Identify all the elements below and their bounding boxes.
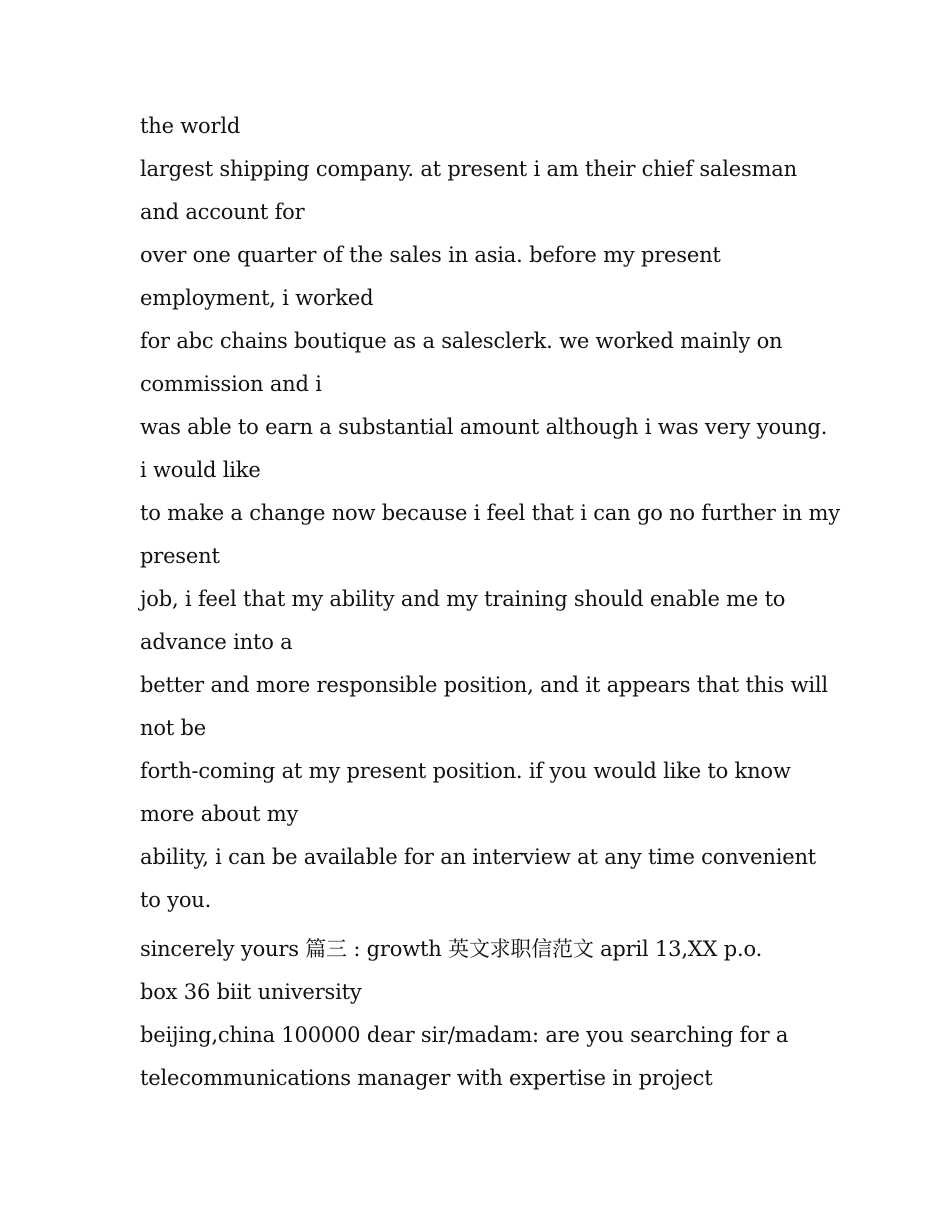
text-line: not be: [140, 716, 206, 740]
text-line: the world: [140, 114, 241, 138]
text-line: advance into a: [140, 630, 293, 654]
text-line: more about my: [140, 802, 299, 826]
text-line: sincerely yours 篇三 : growth 英文求职信范文 april 13,XX p.o.: [140, 937, 763, 961]
text-line: job, i feel that my ability and my training should enable me to: [140, 587, 786, 611]
text-line: ability, i can be available for an interview at any time convenient: [140, 845, 817, 869]
text-line: to you.: [140, 888, 212, 912]
text-line: i would like: [140, 458, 261, 482]
text-line: present: [140, 544, 220, 568]
text-line: forth-coming at my present position. if you would like to know: [140, 759, 791, 783]
letter-body: [140, 105, 840, 1100]
text-line: largest shipping company. at present i am their chief salesman: [140, 157, 797, 181]
text-line: better and more responsible position, and it appears that this will: [140, 673, 828, 697]
text-line: beijing,china 100000 dear sir/madam: are you searching for a: [140, 1023, 789, 1047]
text-line: employment, i worked: [140, 286, 374, 310]
text-line: commission and i: [140, 372, 322, 396]
text-line: over one quarter of the sales in asia. before my present: [140, 243, 721, 267]
text-line: was able to earn a substantial amount although i was very young.: [140, 415, 828, 439]
text-line: to make a change now because i feel that i can go no further in my: [140, 501, 840, 525]
text-line: for abc chains boutique as a salesclerk. we worked mainly on: [140, 329, 783, 353]
text-line: box 36 biit university: [140, 980, 362, 1004]
text-line: telecommunications manager with expertise in project: [140, 1066, 713, 1090]
text-line: and account for: [140, 200, 305, 224]
